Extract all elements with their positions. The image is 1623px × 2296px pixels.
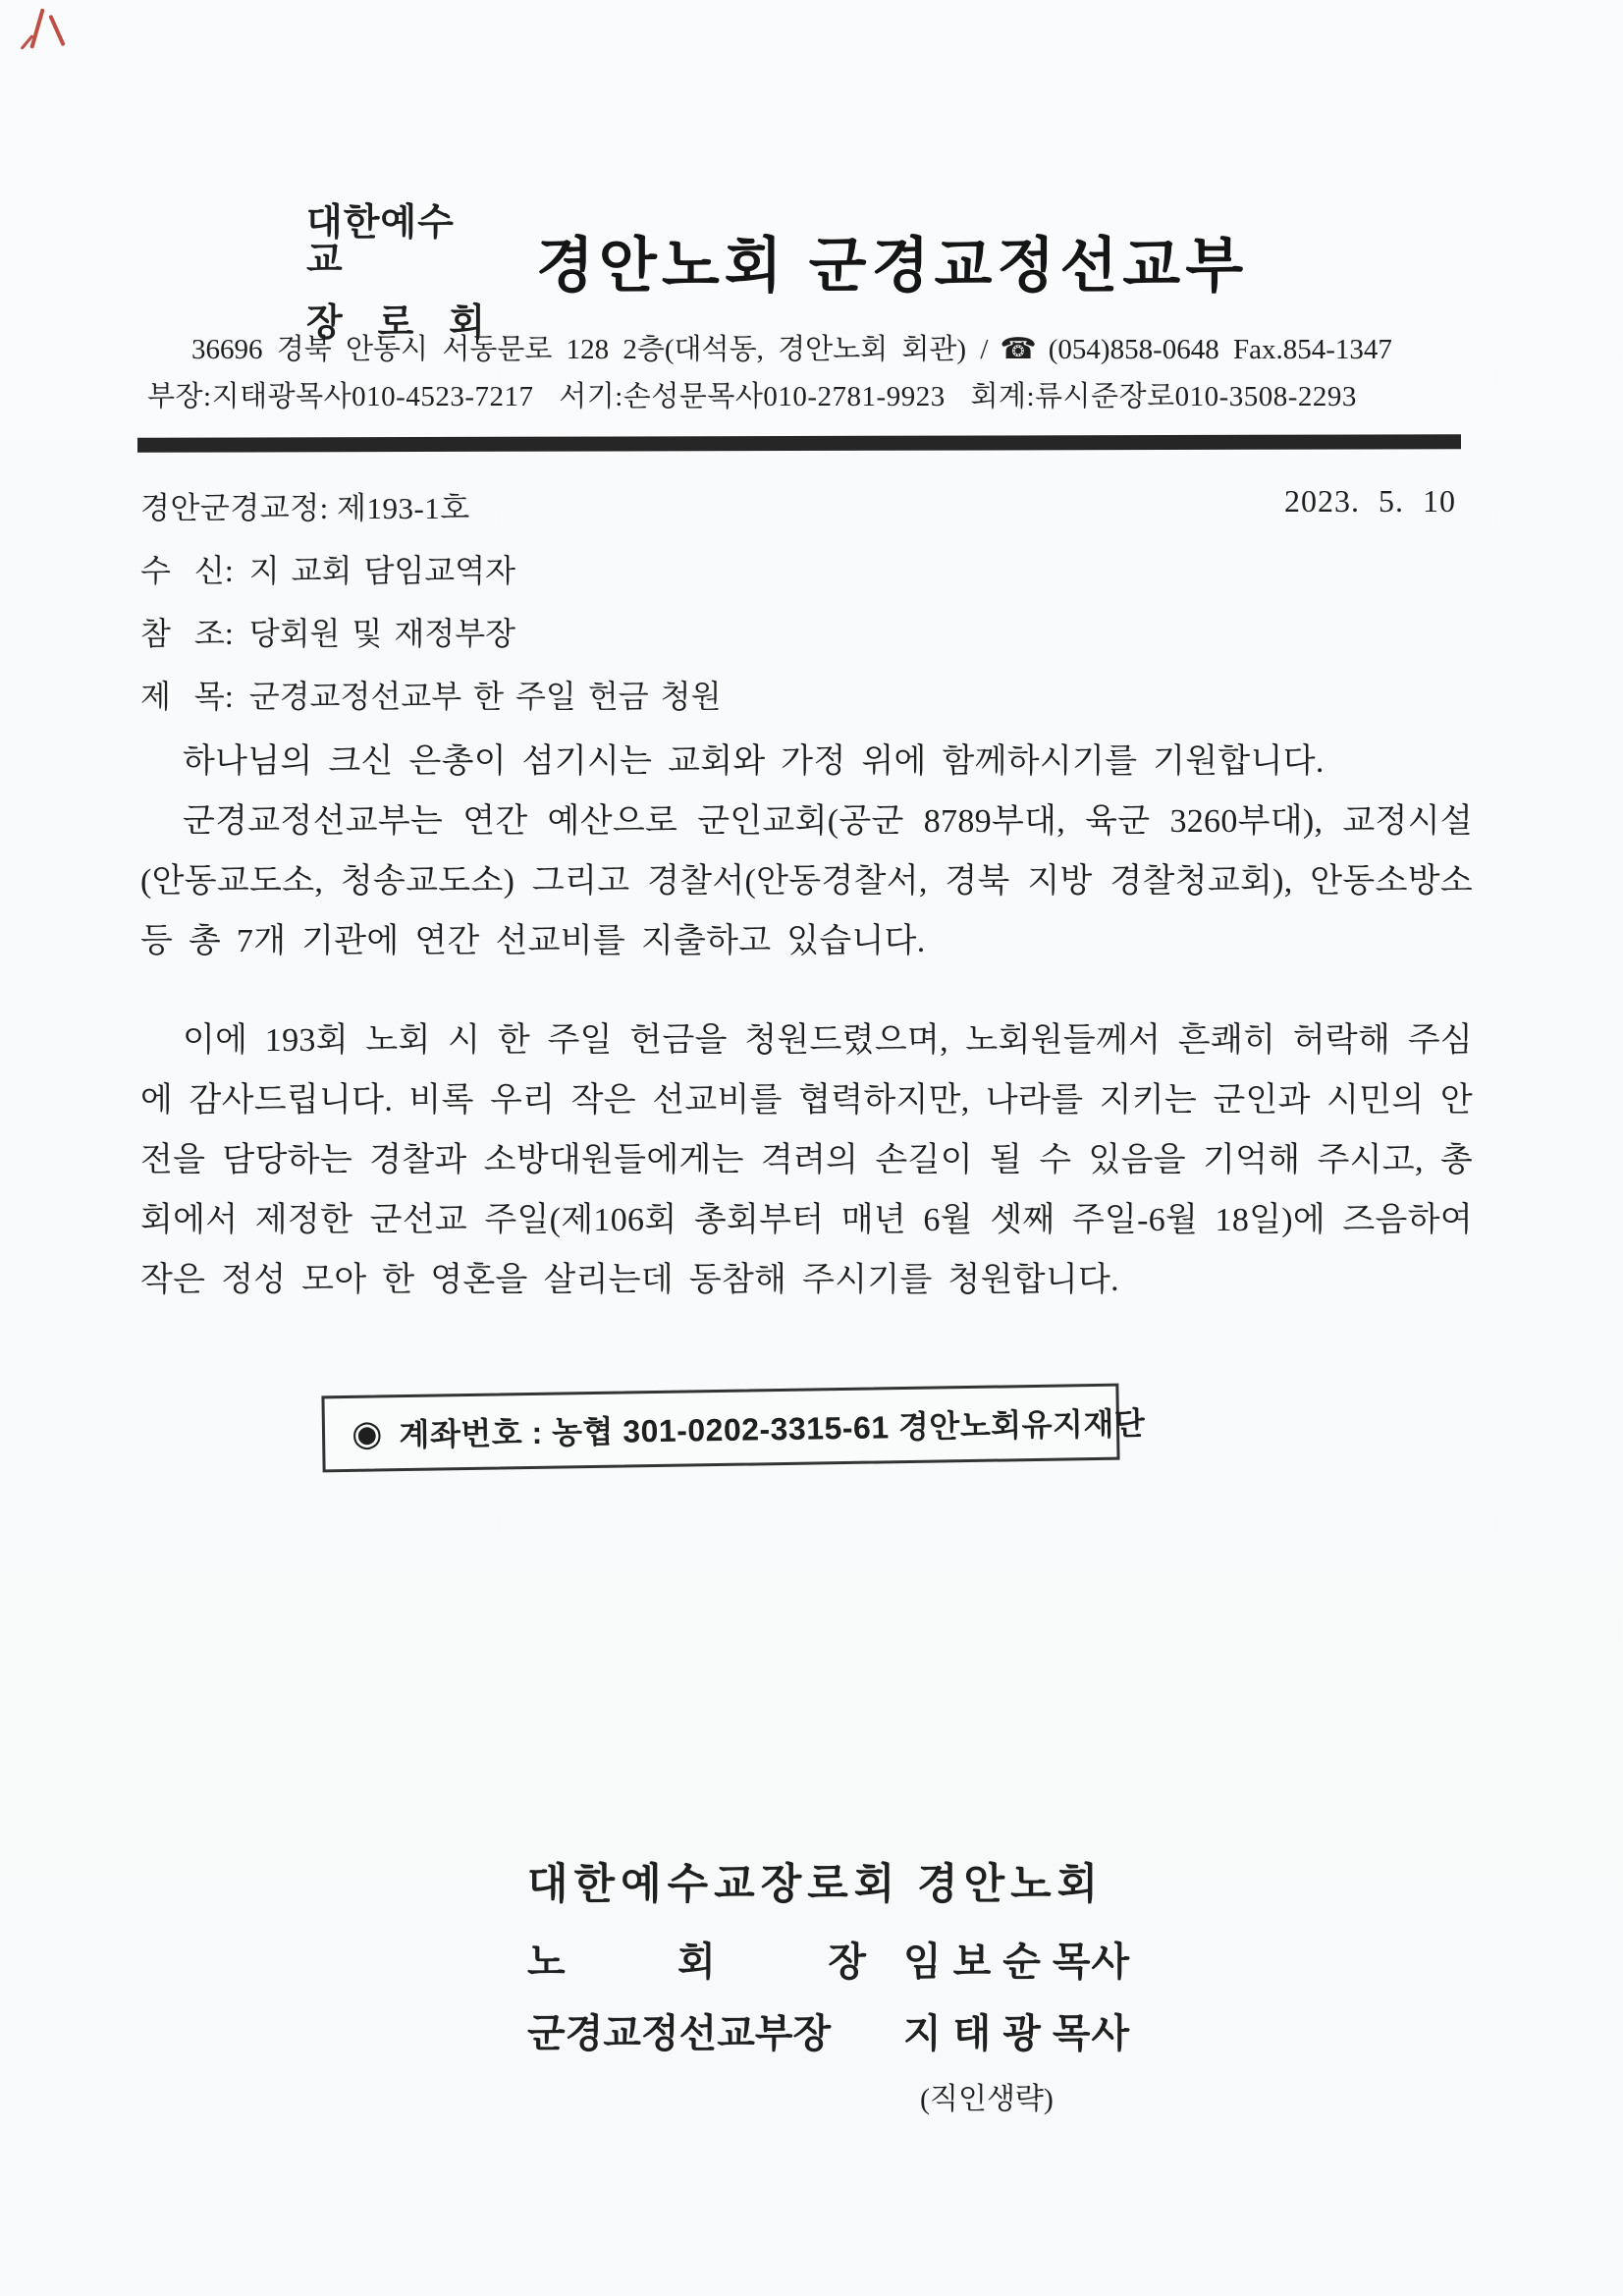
letter-body — [140, 732, 1473, 1310]
phone-icon: ☎ — [1000, 333, 1037, 365]
document-number-text: 경안군경교정: 제193-1호 — [140, 491, 470, 525]
red-pen-stroke — [48, 15, 65, 47]
subject-row — [140, 672, 722, 717]
bullseye-bullet-icon: ◉ — [351, 1413, 383, 1453]
letterhead-address-row — [191, 327, 1392, 367]
denomination-line2: 장 로 회 — [306, 302, 485, 344]
letter-date: 2023. 5. 10 — [1284, 483, 1456, 519]
department-head-role: 군경교정선교부장 — [527, 2011, 832, 2055]
red-pen-stroke — [29, 8, 44, 48]
recipient-label: 수 신: — [140, 553, 234, 588]
signature-block — [527, 1851, 1161, 2117]
letterhead-contacts: 부장:지태광목사010-4523-7217 서기:손성문목사010-2781-9923 회계:류시준장로010-3508-2293 — [147, 381, 1357, 412]
subject-label: 제 목: — [140, 679, 234, 714]
letterhead-phone-fax: (054)858-0648 Fax.854-1347 — [1048, 334, 1392, 365]
denomination-line1: 대한예수교 — [306, 202, 455, 281]
department-head-name: 지 태 광 목사 — [903, 2011, 1131, 2055]
letterhead-title: 경안노회 군경교정선교부 — [536, 232, 1249, 299]
moderator-name: 임 보 순 목사 — [903, 1940, 1131, 1984]
signature-organization: 대한예수교장로회 경안노회 — [527, 1862, 1105, 1908]
letterhead-address: 36696 경북 안동시 서동문로 128 2층(대석동, 경안노회 회관) / — [191, 334, 989, 365]
account-number-box — [321, 1384, 1146, 1473]
body-greeting: 하나님의 크신 은총이 섬기시는 교회와 가정 위에 함께하시기를 기원합니다. — [183, 743, 1325, 780]
denomination-badge — [306, 204, 485, 342]
cc-label: 참 조: — [140, 616, 234, 651]
body-paragraph-2: 이에 193회 노회 시 한 주일 헌금을 청원드렸으며, 노회원들께서 흔쾌히 허락해 주심에 감사드립니다. 비록 우리 작은 선교비를 협력하지만, 나라를 지키는 군인과 시민의 안전을 담당하는 경찰과 소방대원들에게는 격려의 손길이 될 수 있음을 기억해 주시고, 총회에서 제정한 군선교 주일(제106회 총회부터 매년 6월 셋째 주일-6월 18일)에 즈음하여 작은 정성 모아 한 영혼을 살리는데 동참해 주시기를 청원합니다. — [140, 1022, 1473, 1298]
recipient-row — [140, 546, 515, 591]
recipient-value: 지 교회 담임교역자 — [248, 553, 516, 588]
red-pen-marks — [22, 4, 90, 73]
department-head-signature-row — [527, 2002, 1161, 2058]
moderator-signature-row — [527, 1931, 1161, 1987]
account-number-text: 계좌번호 : 농협 301-0202-3315-61 경안노회유지재단 — [399, 1405, 1146, 1453]
cc-row — [140, 609, 515, 654]
cc-value: 당회원 및 재정부장 — [248, 616, 516, 651]
subject-value: 군경교정선교부 한 주일 헌금 청원 — [248, 679, 722, 714]
letterhead-divider — [137, 434, 1461, 453]
body-paragraph-1: 군경교정선교부는 연간 예산으로 군인교회(공군 8789부대, 육군 3260부대), 교정시설(안동교도소, 청송교도소) 그리고 경찰서(안동경찰서, 경북 지방 경찰청교회), 안동소방소 등 총 7개 기관에 연간 선교비를 지출하고 있습니다. — [140, 803, 1473, 959]
seal-omitted-note: (직인생략) — [920, 2083, 1054, 2115]
moderator-role: 노 회 장 — [527, 1940, 866, 1984]
document-number — [140, 483, 470, 527]
